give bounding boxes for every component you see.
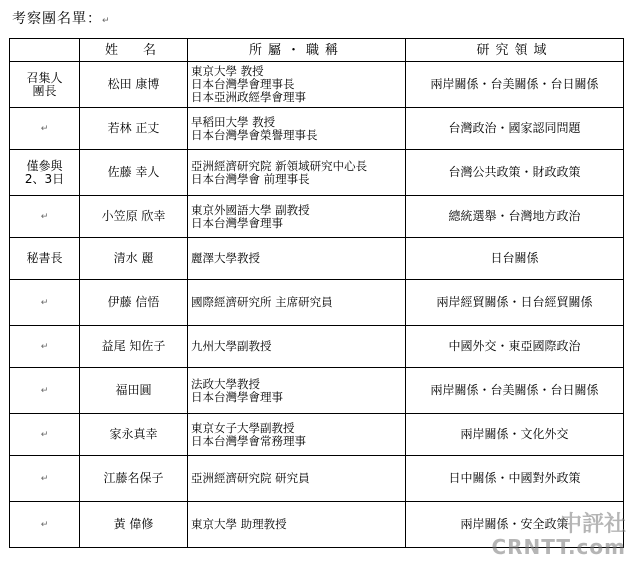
member-name: 黃 偉修 [80,502,188,548]
member-name: 若林 正丈 [80,108,188,150]
paragraph-mark: ↵ [40,386,49,396]
research-field: 兩岸關係・安全政策 [406,502,624,548]
affiliation-line: 東京外國語大學 副教授 [191,202,310,217]
paragraph-mark: ↵ [40,430,49,440]
affiliation-cell [188,196,406,238]
member-name: 江藤名保子 [80,456,188,502]
member-name: 小笠原 欣幸 [80,196,188,238]
affiliation-line: 日本台灣學會常務理事 [191,433,306,448]
table-row [10,196,624,238]
paragraph-mark: ↵ [40,124,49,134]
research-field: 中國外交・東亞國際政治 [406,326,624,368]
role-line: 2、3日 [24,171,65,186]
table-row [10,414,624,456]
role-cell [10,502,80,548]
member-name: 福田圓 [80,368,188,414]
member-name: 清水 麗 [80,238,188,280]
table-body [10,62,624,548]
header-name: 姓 名 [80,39,188,62]
affiliation-cell [188,280,406,326]
affiliation-line: 日本台灣學會 前理事長 [191,171,310,186]
research-field: 日台關係 [406,238,624,280]
affiliation-line: 法政大學教授 [191,376,260,391]
role-cell [10,108,80,150]
research-field: 兩岸關係・文化外交 [406,414,624,456]
watermark-line-2: CRNTT.com [491,535,626,559]
affiliation-line: 亞洲經濟研究院 新領域研究中心長 [191,158,368,173]
affiliation-line: 亞洲經濟研究院 研究員 [191,471,310,485]
member-name: 松田 康博 [80,62,188,108]
affiliation-cell [188,502,406,548]
affiliation-line: 早稻田大學 教授 [191,114,276,129]
research-field: 總統選舉・台灣地方政治 [406,196,624,238]
role-line: 秘書長 [26,251,63,265]
affiliation-line: 東京大學 助理教授 [191,517,287,531]
member-name: 益尾 知佐子 [80,326,188,368]
member-name: 家永真幸 [80,414,188,456]
role-cell [10,150,80,196]
research-field: 台灣政治・國家認同問題 [406,108,624,150]
role-line: 僅參與 [26,158,63,173]
research-field: 台灣公共政策・財政政策 [406,150,624,196]
affiliation-line: 麗澤大學教授 [191,251,260,265]
paragraph-mark: ↵ [40,342,49,352]
role-cell [10,238,80,280]
table-row [10,150,624,196]
affiliation-cell [188,150,406,196]
role-cell [10,456,80,502]
research-field: 兩岸經貿關係・日台經貿關係 [406,280,624,326]
role-cell [10,280,80,326]
affiliation-line: 日本台灣學會榮譽理事長 [191,127,318,142]
research-field: 日中關係・中國對外政策 [406,456,624,502]
role-line: 團長 [32,83,57,98]
member-name: 佐藤 幸人 [80,150,188,196]
member-name: 伊藤 信悟 [80,280,188,326]
affiliation-line: 日本亞洲政經學會理事 [191,90,306,104]
header-affiliation: 所屬・職稱 [188,39,406,62]
role-line: 召集人 [26,70,63,85]
table-row [10,108,624,150]
role-cell [10,326,80,368]
affiliation-cell [188,238,406,280]
table-row [10,280,624,326]
role-cell [10,368,80,414]
affiliation-cell [188,456,406,502]
paragraph-mark: ↵ [40,474,49,484]
affiliation-line: 國際經濟研究所 主席研究員 [191,295,333,309]
affiliation-line: 日本台灣學會理事 [191,389,283,404]
table-row [10,456,624,502]
table-row [10,62,624,108]
role-cell [10,62,80,108]
affiliation-cell [188,326,406,368]
document-title [12,8,111,28]
affiliation-line: 東京女子大學副教授 [191,420,295,435]
table-row [10,326,624,368]
affiliation-line: 九州大學副教授 [191,339,272,353]
paragraph-mark: ↵ [102,16,111,26]
research-field: 兩岸關係・台美關係・台日關係 [406,368,624,414]
affiliation-line: 日本台灣學會理事 [191,215,283,230]
affiliation-cell [188,108,406,150]
table-row [10,368,624,414]
affiliation-cell [188,414,406,456]
paragraph-mark: ↵ [40,520,49,530]
watermark-line-1: 中評社 [559,512,626,537]
delegation-table [9,38,624,548]
paragraph-mark: ↵ [40,298,49,308]
paragraph-mark: ↵ [40,212,49,222]
research-field: 兩岸關係・台美關係・台日關係 [406,62,624,108]
role-cell [10,414,80,456]
role-cell [10,196,80,238]
title-text: 考察團名單： [12,11,102,27]
affiliation-cell [188,368,406,414]
table-header-row [10,39,624,62]
affiliation-line: 日本台灣學會理事長 [191,77,295,91]
table-row [10,238,624,280]
header-field: 研究領域 [406,39,624,62]
header-role [10,39,80,62]
watermark [491,514,626,558]
affiliation-line: 東京大學 教授 [191,64,264,78]
affiliation-cell [188,62,406,108]
